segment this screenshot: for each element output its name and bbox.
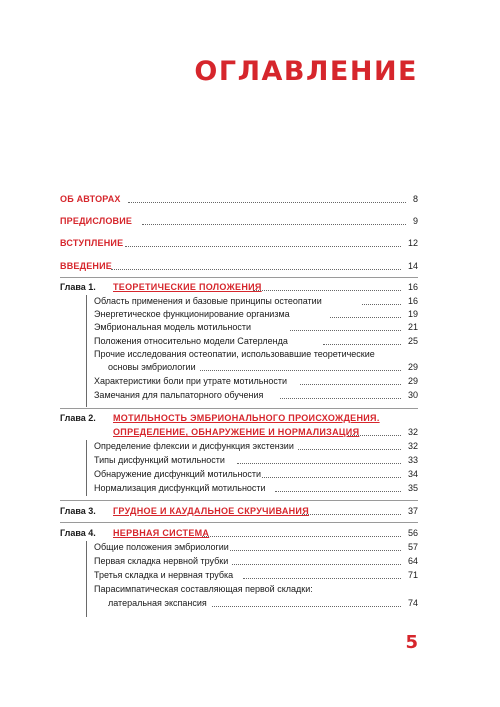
chapter-page: 56 bbox=[407, 528, 418, 538]
toc-entry-page: 8 bbox=[412, 194, 418, 204]
toc-item-page: 64 bbox=[407, 556, 418, 566]
chapter-number: Глава 4. bbox=[60, 528, 96, 538]
chapter-number: Глава 2. bbox=[60, 413, 96, 423]
dot-leader bbox=[280, 390, 401, 399]
page-title: ОГЛАВЛЕНИЕ bbox=[194, 56, 418, 87]
dot-leader bbox=[330, 309, 401, 318]
dot-leader bbox=[348, 427, 401, 436]
dot-leader bbox=[290, 322, 401, 331]
chapter-number: Глава 1. bbox=[60, 282, 96, 292]
dot-leader bbox=[302, 506, 401, 515]
dot-leader bbox=[232, 556, 401, 565]
toc-item-label-continued: основы эмбриологии bbox=[108, 362, 196, 372]
toc-item-page: 34 bbox=[407, 469, 418, 479]
dot-leader bbox=[362, 296, 401, 305]
dot-leader bbox=[243, 570, 401, 579]
toc-item-label-continued: латеральная экспансия bbox=[108, 598, 207, 608]
chapter-page: 37 bbox=[407, 506, 418, 516]
chapter-page: 16 bbox=[407, 282, 418, 292]
toc-item-page: 21 bbox=[407, 322, 418, 332]
section-divider bbox=[60, 522, 418, 523]
toc-item-label: Типы дисфункций мотильности bbox=[94, 455, 225, 465]
chapter-bracket-line bbox=[86, 295, 87, 407]
dot-leader bbox=[230, 542, 401, 551]
dot-leader bbox=[275, 483, 401, 492]
toc-item-label: Характеристики боли при утрате мотильности bbox=[94, 376, 288, 386]
toc-item-label: Энергетическое функционирование организма bbox=[94, 309, 290, 319]
toc-entry-page: 12 bbox=[407, 238, 418, 248]
toc-item-label: Первая складка нервной трубки bbox=[94, 556, 229, 566]
toc-item-label: Парасимпатическая составляющая первой складки: bbox=[94, 584, 313, 594]
toc-item-label: Определение флексии и дисфункция экстензии bbox=[94, 441, 294, 451]
toc-item-label: Общие положения эмбриологии bbox=[94, 542, 229, 552]
chapter-bracket-line bbox=[86, 541, 87, 617]
dot-leader bbox=[128, 194, 406, 203]
dot-leader bbox=[237, 455, 401, 464]
toc-item-label: Положения относительно модели Сатерленда bbox=[94, 336, 288, 346]
chapter-title: ТЕОРЕТИЧЕСКИЕ ПОЛОЖЕНИЯ bbox=[113, 282, 262, 292]
toc-item-label: Нормализация дисфункций мотильности bbox=[94, 483, 266, 493]
toc-item-label: Третья складка и нервная трубка bbox=[94, 570, 234, 580]
dot-leader bbox=[212, 598, 401, 607]
dot-leader bbox=[323, 336, 401, 345]
section-divider bbox=[60, 500, 418, 501]
section-divider bbox=[60, 277, 418, 278]
toc-item-page: 29 bbox=[407, 362, 418, 372]
toc-item-page: 35 bbox=[407, 483, 418, 493]
toc-entry-label: ВСТУПЛЕНИЕ bbox=[60, 238, 124, 248]
toc-item-label: Замечания для пальпаторного обучения bbox=[94, 390, 264, 400]
section-divider bbox=[60, 408, 418, 409]
dot-leader bbox=[300, 376, 401, 385]
chapter-title-continued: ОПРЕДЕЛЕНИЕ, ОБНАРУЖЕНИЕ И НОРМАЛИЗАЦИЯ bbox=[113, 427, 360, 437]
dot-leader bbox=[298, 441, 401, 450]
toc-item-label: Эмбриональная модель мотильности bbox=[94, 322, 252, 332]
toc-item-page: 16 bbox=[407, 296, 418, 306]
dot-leader bbox=[200, 362, 401, 371]
chapter-title: ГРУДНОЕ И КАУДАЛЬНОЕ СКРУЧИВАНИЯ bbox=[113, 506, 309, 516]
chapter-title: МОТИЛЬНОСТЬ ЭМБРИОНАЛЬНОГО ПРОИСХОЖДЕНИЯ. bbox=[113, 413, 380, 423]
toc-entry-label: ПРЕДИСЛОВИЕ bbox=[60, 216, 133, 226]
toc-item-page: 57 bbox=[407, 542, 418, 552]
chapter-title: НЕРВНАЯ СИСТЕМА bbox=[113, 528, 210, 538]
toc-item-page: 32 bbox=[407, 441, 418, 451]
toc-item-page: 30 bbox=[407, 390, 418, 400]
chapter-bracket-line bbox=[86, 440, 87, 496]
toc-item-page: 71 bbox=[407, 570, 418, 580]
dot-leader bbox=[125, 238, 401, 247]
toc-entry-label: ОБ АВТОРАХ bbox=[60, 194, 121, 204]
toc-item-page: 33 bbox=[407, 455, 418, 465]
toc-item-label: Обнаружение дисфункций мотильности bbox=[94, 469, 262, 479]
toc-entry-page: 9 bbox=[412, 216, 418, 226]
toc-item-page: 19 bbox=[407, 309, 418, 319]
page-number: 5 bbox=[405, 632, 418, 653]
dot-leader bbox=[202, 528, 401, 537]
toc-item-label: Область применения и базовые принципы остеопатии bbox=[94, 296, 322, 306]
dot-leader bbox=[262, 469, 401, 478]
chapter-number: Глава 3. bbox=[60, 506, 96, 516]
toc-item-page: 29 bbox=[407, 376, 418, 386]
dot-leader bbox=[111, 261, 401, 270]
toc-entry-page: 14 bbox=[407, 261, 418, 271]
dot-leader bbox=[253, 282, 401, 291]
dot-leader bbox=[142, 216, 406, 225]
toc-entry-label: ВВЕДЕНИЕ bbox=[60, 261, 112, 271]
toc-item-label: Прочие исследования остеопатии, использовавшие теоретические bbox=[94, 349, 375, 359]
toc-item-page: 25 bbox=[407, 336, 418, 346]
chapter-page: 32 bbox=[407, 427, 418, 437]
toc-item-page: 74 bbox=[407, 598, 418, 608]
